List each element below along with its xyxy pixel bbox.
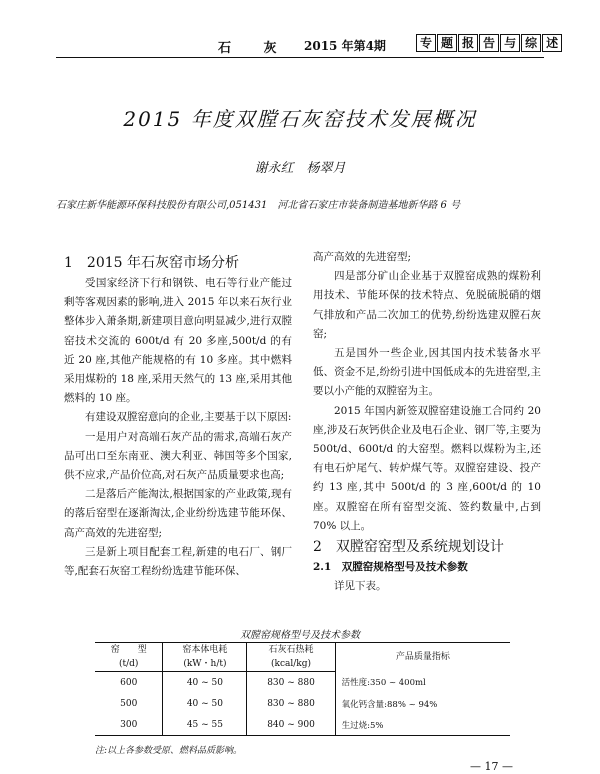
cell: 500: [120, 698, 138, 709]
col-header-unit: (t/d): [95, 657, 163, 672]
paragraph: 受国家经济下行和钢铁、电石等行业产能过剩等客观因素的影响,进入 2015 年以来石灰行业整体步入萧条期,新建项目意向明显减少,进行双膛窑技术交流的 600t/d 有 20 多座,500t/d 的有近 20 座,其他产能规格的有 10 多座。其中燃料采用煤粉的 18 座,采用天然气的 13 座,采用其他燃料的 10 座。: [64, 277, 292, 405]
cell: 45 ~ 55: [163, 714, 247, 736]
paragraph: 二是落后产能淘汰,根据国家的产业政策,现有的落后窑型在逐渐淘汰,企业纷纷选建节能环保、高产高效的先进窑型;: [64, 488, 292, 539]
paragraph: 四是部分矿山企业基于双膛窑成熟的煤粉利用技术、节能环保的技术特点、免脱硫脱硝的烟气排放和产品二次加工的优势,纷纷选建双膛石灰窑;: [313, 270, 541, 340]
paragraph: 详见下表。: [334, 580, 387, 593]
col-header-kiln-type: 窑 型: [95, 643, 163, 658]
page-number: — 17 —: [470, 760, 513, 773]
paragraph: 2015 年国内新签双膛窑建设施工合同约 20 座,涉及石灰钙供企业及电石企业、钢厂等,主要为 500t/d、600t/d 的大窑型。燃料以煤粉为主,还有电石炉尾气、转炉煤气等。双膛窑建设、投产约 13 座,其中 500t/d 的 3 座,600t/d 的 10 座。双膛窑在所有窑型交流、签约数量中,占到 70% 以上。: [313, 404, 541, 532]
table-row: [95, 714, 510, 736]
table-row: [95, 693, 510, 714]
section-char: 述: [542, 34, 562, 52]
section-heading: 2 双膛窑窑型及系统规划设计: [313, 539, 504, 556]
table-row: [95, 672, 510, 694]
paragraph: 五是国外一些企业,因其国内技术装备水平低、资金不足,纷纷引进中国低成本的先进窑型,主要以小产能的双膛窑为主。: [313, 347, 541, 398]
section-char: 综: [521, 34, 541, 52]
cell: 40 ~ 50: [163, 693, 247, 714]
table-note: 注:以上各参数受原、燃料品质影响。: [95, 746, 243, 756]
col-header-unit: (kW・h/t): [163, 657, 247, 672]
author-affiliation: 石家庄新华能源环保科技股份有限公司,051431 河北省石家庄市装备制造基地新华路 6 号: [56, 200, 461, 211]
cell: 830 ~ 880: [247, 693, 335, 714]
right-column: [313, 248, 541, 596]
section-char: 专: [416, 34, 436, 52]
col-header-unit: (kcal/kg): [247, 657, 335, 672]
col-header-quality: 产品质量指标: [335, 643, 510, 672]
cell: 830 ~ 880: [247, 672, 335, 694]
paragraph: 高产高效的先进窑型;: [313, 251, 412, 263]
section-char: 题: [437, 34, 457, 52]
table-header-row: [95, 643, 510, 658]
article-title: 2015 年度双膛石灰窑技术发展概况: [123, 107, 477, 131]
cell: 40 ~ 50: [163, 672, 247, 694]
subsection-heading: 2.1 双膛窑规格型号及技术参数: [313, 561, 468, 574]
cell: 300: [95, 714, 163, 736]
section-char: 与: [500, 34, 520, 52]
left-column: [64, 252, 292, 581]
section-heading: 1 2015 年石灰窑市场分析: [64, 255, 239, 271]
cell: 840 ~ 900: [247, 714, 335, 736]
cell-remark: 氧化钙含量:88% ~ 94%: [335, 693, 510, 714]
table-caption: 双膛窑规格型号及技术参数: [240, 630, 360, 641]
cell-remark: 生过烧:5%: [335, 714, 510, 736]
page-header: [0, 0, 600, 56]
col-header-power: 窑本体电耗: [163, 643, 247, 658]
article-authors: 谢永红 杨翠月: [254, 161, 346, 176]
section-char: 报: [458, 34, 478, 52]
cell-remark: 活性度:350 ~ 400ml: [335, 672, 510, 694]
journal-name: 石 灰: [218, 41, 291, 56]
paragraph: 一是用户对高端石灰产品的需求,高端石灰产品可出口至东南亚、澳大利亚、韩国等多个国家,供不应求,产品价位高,对石灰产品质量要求也高;: [64, 430, 292, 482]
col-header-heat: 石灰石热耗: [247, 643, 335, 658]
cell: 600: [120, 677, 138, 688]
section-char: 告: [479, 34, 499, 52]
header-rule: [56, 57, 544, 58]
issue-label: 2015 年第4期: [304, 39, 386, 53]
paragraph: 有建设双膛窑意向的企业,主要基于以下原因:: [85, 411, 292, 424]
paragraph: 三是新上项目配套工程,新建的电石厂、钢厂等,配套石灰窑工程纷纷选建节能环保、: [64, 545, 292, 578]
section-label: [416, 34, 563, 54]
spec-table: [95, 642, 510, 736]
